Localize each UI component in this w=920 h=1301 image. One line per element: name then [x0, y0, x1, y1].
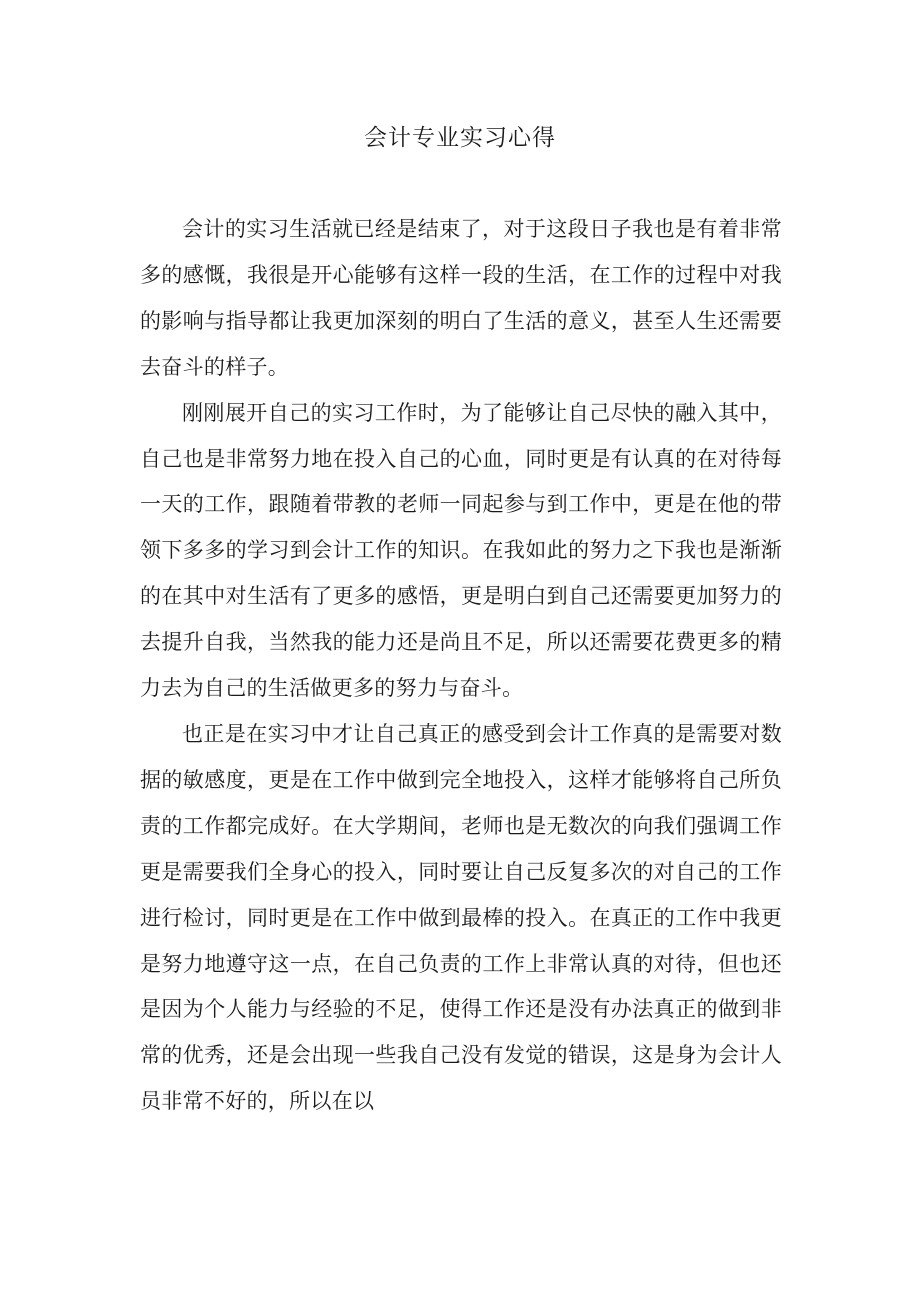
paragraph-1: 会计的实习生活就已经是结束了，对于这段日子我也是有着非常多的感慨，我很是开心能够有这样一段的生活，在工作的过程中对我的影响与指导都让我更加深刻的明白了生活的意义，甚至人生还需要去奋斗的样子。 — [140, 217, 782, 379]
paragraph-2: 刚刚展开自己的实习工作时，为了能够让自己尽快的融入其中，自己也是非常努力地在投入自己的心血，同时更是有认真的在对待每一天的工作，跟随着带教的老师一同起参与到工作中，更是在他的带领下多多的学习到会计工作的知识。在我如此的努力之下我也是渐渐的在其中对生活有了更多的感悟，更是明白到自己还需要更加努力的去提升自我，当然我的能力还是尚且不足，所以还需要花费更多的精力去为自己的生活做更多的努力与奋斗。 — [140, 400, 782, 701]
document-title: 会计专业实习心得 — [364, 125, 556, 151]
paragraph-3: 也正是在实习中才让自己真正的感受到会计工作真的是需要对数据的敏感度，更是在工作中做到完全地投入，这样才能够将自己所负责的工作都完成好。在大学期间，老师也是无数次的向我们强调工作更是需要我们全身心的投入，同时要让自己反复多次的对自己的工作进行检讨，同时更是在工作中做到最棒的投入。在真正的工作中我更是努力地遵守这一点，在自己负责的工作上非常认真的对待，但也还是因为个人能力与经验的不足，使得工作还是没有办法真正的做到非常的优秀，还是会出现一些我自己没有发觉的错误，这是身为会计人员非常不好的，所以在以 — [140, 721, 782, 1114]
document-body — [140, 207, 782, 1125]
